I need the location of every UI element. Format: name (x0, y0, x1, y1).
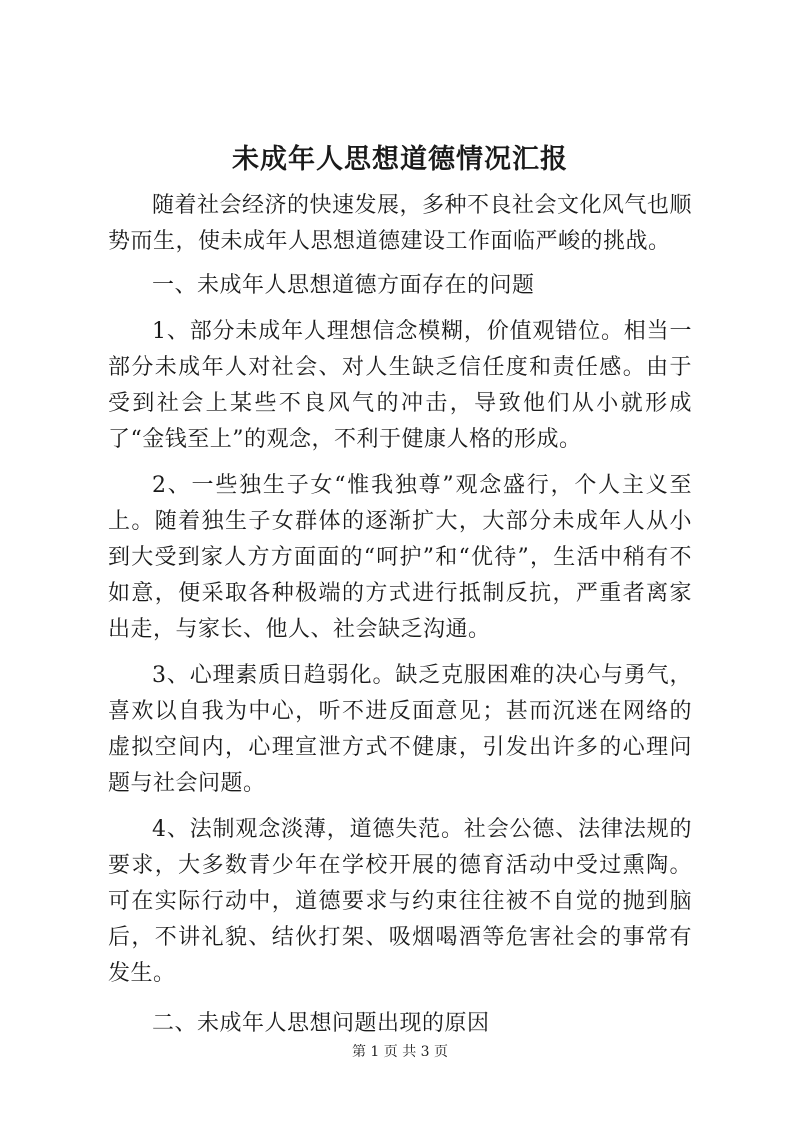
document-body (108, 188, 692, 1042)
problem-paragraph-3: 3、心理素质日趋弱化。缺乏克服困难的决心与勇气，喜欢以自我为中心，听不进反面意见；甚而沉迷在网络的虚拟空间内，心理宣泄方式不健康，引发出许多的心理问题与社会问题。 (108, 663, 692, 796)
intro-paragraph: 随着社会经济的快速发展，多种不良社会文化风气也顺势而生，使未成年人思想道德建设工作面临严峻的挑战。 (108, 193, 693, 254)
problem-paragraph-4: 4、法制观念淡薄，道德失范。社会公德、法律法规的要求，大多数青少年在学校开展的德育活动中受过熏陶。可在实际行动中，道德要求与约束往往被不自觉的抛到脑后，不讲礼貌、结伙打架、吸烟喝酒等危害社会的事常有发生。 (108, 817, 692, 986)
section-heading-2: 二、未成年人思想问题出现的原因 (152, 1011, 490, 1036)
problem-paragraph-1: 1、部分未成年人理想信念模糊，价值观错位。相当一部分未成年人对社会、对人生缺乏信任度和责任感。由于受到社会上某些不良风气的冲击，导致他们从小就形成了“金钱至上”的观念，不利于健康人格的形成。 (108, 319, 692, 452)
document-title: 未成年人思想道德情况汇报 (232, 144, 568, 175)
problem-paragraph-2: 2、一些独生子女“惟我独尊”观念盛行，个人主义至上。随着独生子女群体的逐渐扩大，大部分未成年人从小到大受到家人方方面面的“呵护”和“优待”，生活中稍有不如意，便采取各种极端的方式进行抵制反抗，严重者离家出走，与家长、他人、社会缺乏沟通。 (108, 473, 692, 642)
section-heading-1: 一、未成年人思想道德方面存在的问题 (152, 273, 535, 298)
page-footer: 第 1 页 共 3 页 (351, 1044, 449, 1060)
